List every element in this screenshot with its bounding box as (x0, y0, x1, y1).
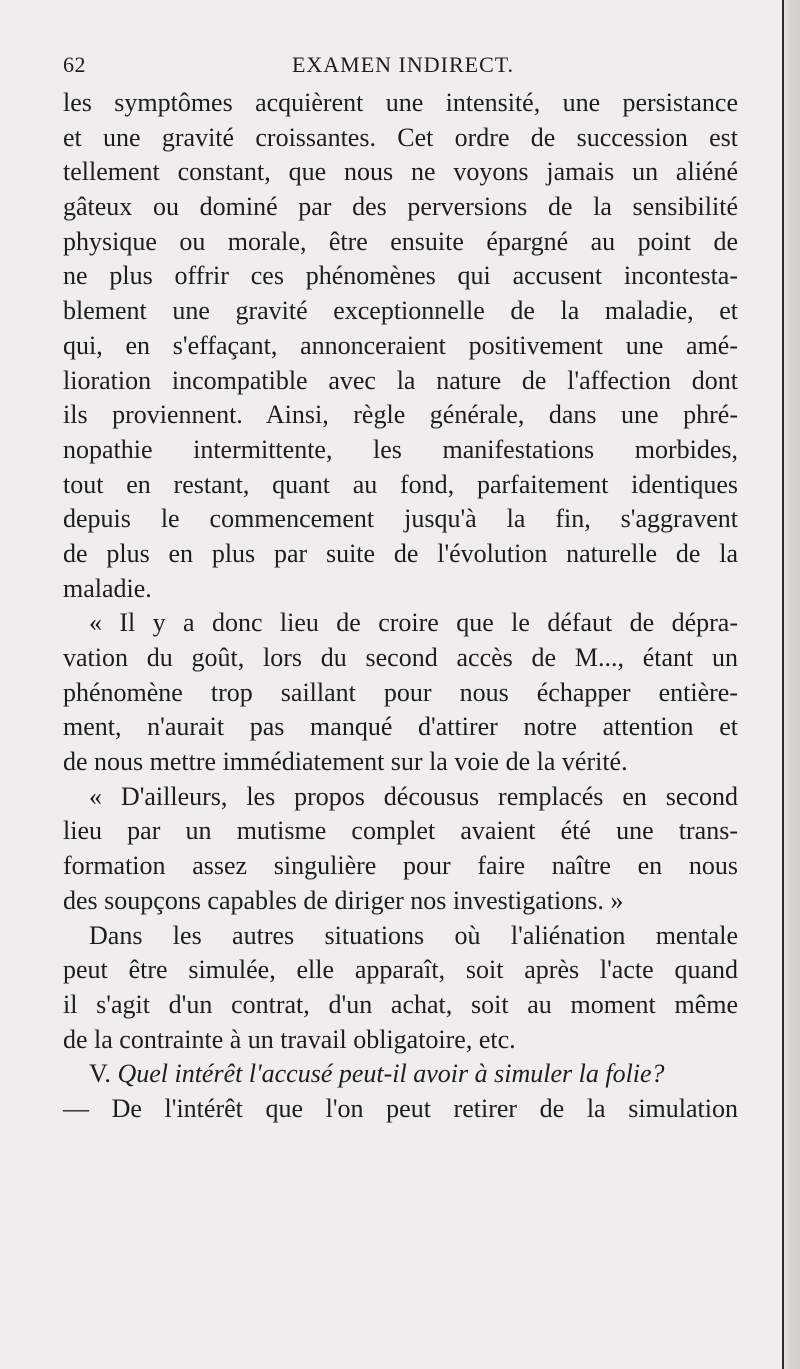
page-edge (782, 0, 800, 1369)
text-line: ment, n'aurait pas manqué d'attirer notre attention et (63, 712, 738, 742)
text-line: gâteux ou dominé par des perversions de la sensibilité (63, 192, 738, 222)
text-line: ne plus offrir ces phénomènes qui accusent incontesta- (63, 261, 738, 291)
text-line: « Il y a donc lieu de croire que le défaut de dépra- (89, 608, 738, 638)
text-line: « D'ailleurs, les propos décousus remplacés en second (89, 781, 738, 811)
text-line: il s'agit d'un contrat, d'un achat, soit au moment même (63, 989, 738, 1019)
text-line: physique ou morale, être ensuite épargné au point de (63, 226, 738, 256)
text-line: vation du goût, lors du second accès de M..., étant un (63, 643, 738, 672)
page-header (63, 52, 743, 82)
section-heading-line (63, 1057, 738, 1092)
running-title: EXAMEN INDIRECT. (291, 52, 515, 77)
text-line: blement une gravité exceptionnelle de la maladie, et (63, 296, 738, 326)
text-line: qui, en s'effaçant, annonceraient positivement une amé- (63, 330, 738, 360)
text-line: tellement constant, que nous ne voyons jamais un aliéné (63, 157, 738, 187)
text-line: peut être simulée, elle apparaît, soit après l'acte quand (63, 955, 738, 985)
text-line: maladie. (63, 573, 152, 603)
text-line: les symptômes acquièrent une intensité, une persistance (63, 88, 738, 117)
text-line: — De l'intérêt que l'on peut retirer de la simulation (63, 1093, 738, 1123)
text-line: lioration incompatible avec la nature de l'affection dont (63, 365, 738, 395)
section-question: Quel intérêt l'accusé peut-il avoir à simuler la folie? (117, 1059, 665, 1089)
text-line: de la contrainte à un travail obligatoire, etc. (63, 1024, 516, 1054)
body-text (63, 86, 738, 1127)
page-number: 62 (63, 52, 86, 77)
text-line: de nous mettre immédiatement sur la voie de la vérité. (63, 747, 628, 777)
text-line: des soupçons capables de diriger nos investigations. » (63, 885, 624, 915)
text-line: phénomène trop saillant pour nous échapper entière- (63, 677, 738, 707)
text-line: et une gravité croissantes. Cet ordre de succession est (63, 122, 738, 152)
section-number: V. (89, 1059, 111, 1089)
text-line: tout en restant, quant au fond, parfaitement identiques (63, 469, 738, 499)
text-line: depuis le commencement jusqu'à la fin, s'aggravent (63, 504, 738, 534)
text-line: de plus en plus par suite de l'évolution naturelle de la (63, 538, 738, 568)
text-line: Dans les autres situations où l'aliénation mentale (89, 920, 738, 950)
text-line: ils proviennent. Ainsi, règle générale, dans une phré- (63, 400, 738, 430)
text-line: lieu par un mutisme complet avaient été une trans- (63, 816, 738, 846)
text-line: formation assez singulière pour faire naître en nous (63, 851, 738, 881)
text-line: nopathie intermittente, les manifestations morbides, (63, 434, 738, 464)
